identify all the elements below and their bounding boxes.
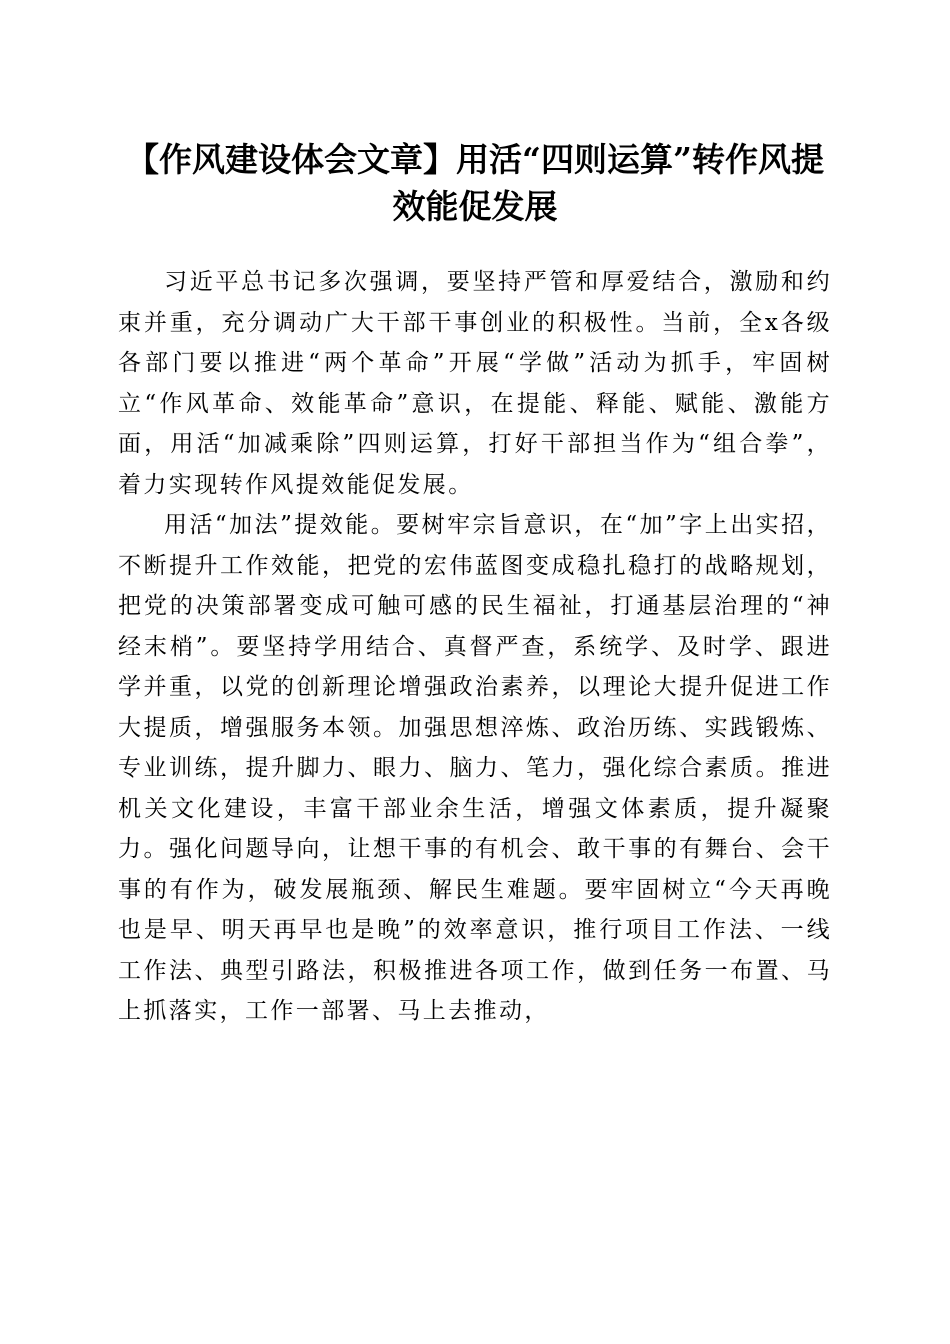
paragraph-addition: 用活“加法”提效能。要树牢宗旨意识，在“加”字上出实招，不断提升工作效能，把党的宏伟蓝图变成稳扎稳打的战略规划，把党的决策部署变成可触可感的民生福祉，打通基层治理的“神经末梢”。要坚持学用结合、真督严查，系统学、及时学、跟进学并重，以党的创新理论增强政治素养，以理论大提升促进工作大提质，增强服务本领。加强思想淬炼、政治历练、实践锻炼、专业训练，提升脚力、眼力、脑力、笔力，强化综合素质。推进机关文化建设，丰富干部业余生活，增强文体素质，提升凝聚力。强化问题导向，让想干事的有机会、敢干事的有舞台、会干事的有作为，破发展瓶颈、解民生难题。要牢固树立“今天再晚也是早、明天再早也是晚”的效率意识，推行项目工作法、一线工作法、典型引路法，积极推进各项工作，做到任务一布置、马上抓落实，工作一部署、马上去推动， (118, 512, 832, 1024)
document-body (118, 262, 832, 1032)
document-title: 【作风建设体会文章】用活“四则运算”转作风提效能促发展 (126, 140, 824, 226)
paragraph-intro: 习近平总书记多次强调，要坚持严管和厚爱结合，激励和约束并重，充分调动广大干部干事创业的积极性。当前，全x各级各部门要以推进“两个革命”开展“学做”活动为抓手，牢固树立“作风革命、效能革命”意识，在提能、释能、赋能、激能方面，用活“加减乘除”四则运算，打好干部担当作为“组合拳”，着力实现转作风提效能促发展。 (118, 269, 832, 498)
